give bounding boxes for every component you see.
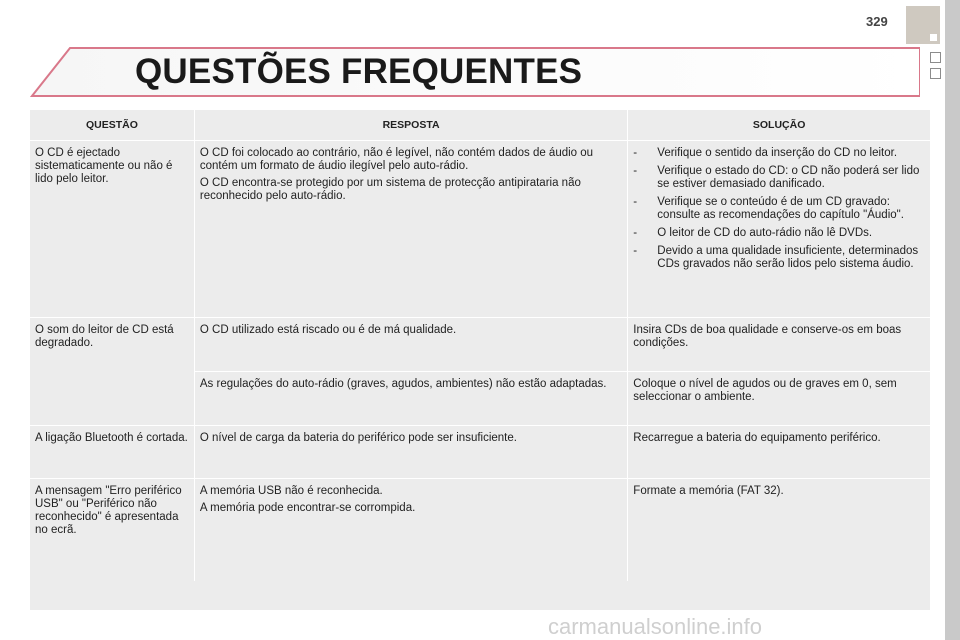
nav-box-icon[interactable]	[930, 52, 941, 63]
list-item	[633, 147, 925, 160]
dash-bullet: -	[633, 147, 638, 159]
faq-table	[30, 110, 930, 581]
faq-table-container	[30, 110, 930, 610]
answer-cell: O CD utilizado está riscado ou é de má qualidade.	[194, 318, 627, 372]
corner-square-icon	[930, 34, 937, 41]
list-item	[633, 227, 925, 240]
dash-bullet: -	[633, 196, 638, 208]
solution-cell: Coloque o nível de agudos ou de graves em 0, sem seleccionar o ambiente.	[628, 372, 930, 426]
answer-cell: As regulações do auto-rádio (graves, agudos, ambientes) não estão adaptadas.	[194, 372, 627, 426]
list-item	[633, 196, 925, 222]
solution-cell	[628, 141, 930, 318]
solution-text: Verifique o estado do CD: o CD não poderá ser lido se estiver demasiado danificado.	[657, 165, 920, 190]
answer-text: A memória pode encontrar-se corrompida.	[199, 502, 416, 514]
table-row	[30, 141, 930, 318]
solution-text: Verifique se o conteúdo é de um CD gravado: consulte as recomendações do capítulo "Áudio".	[657, 196, 904, 221]
question-cell	[30, 372, 194, 426]
table-row	[30, 426, 930, 479]
solution-cell: Insira CDs de boa qualidade e conserve-os em boas condições.	[628, 318, 930, 372]
solution-text: Verifique o sentido da inserção do CD no leitor.	[657, 147, 898, 159]
answer-text: A memória USB não é reconhecida.	[199, 485, 383, 497]
table-row	[30, 318, 930, 372]
watermark: carmanualsonline.info	[548, 614, 763, 639]
list-item	[633, 165, 925, 191]
header-answer: RESPOSTA	[194, 110, 627, 141]
page-title: QUESTÕES FREQUENTES	[135, 52, 583, 91]
answer-text: O CD foi colocado ao contrário, não é legível, não contém dados de áudio ou contém um formato de áudio ilegível pelo auto-rádio.	[199, 147, 594, 172]
solution-cell: Recarregue a bateria do equipamento periférico.	[628, 426, 930, 479]
dash-bullet: -	[633, 165, 638, 177]
table-row	[30, 372, 930, 426]
header-question: QUESTÃO	[30, 110, 194, 141]
header-solution: SOLUÇÃO	[628, 110, 930, 141]
question-cell: A ligação Bluetooth é cortada.	[30, 426, 194, 479]
question-cell: O CD é ejectado sistematicamente ou não é lido pelo leitor.	[30, 141, 194, 318]
right-edge-strip	[945, 0, 960, 640]
answer-text: O CD encontra-se protegido por um sistema de protecção antipirataria não reconhecido pelo auto-rádio.	[199, 177, 581, 202]
page-number: 329	[866, 14, 888, 29]
solution-text: O leitor de CD do auto-rádio não lê DVDs.	[657, 227, 873, 239]
answer-cell: O nível de carga da bateria do periférico pode ser insuficiente.	[194, 426, 627, 479]
solution-text: Devido a uma qualidade insuficiente, determinados CDs gravados não serão lidos pelo sistema áudio.	[657, 245, 919, 270]
answer-cell	[194, 479, 627, 582]
dash-bullet: -	[633, 245, 638, 257]
dash-bullet: -	[633, 227, 638, 239]
nav-box-icon[interactable]	[930, 68, 941, 79]
question-cell: A mensagem "Erro periférico USB" ou "Periférico não reconhecido" é apresentada no ecrã.	[30, 479, 194, 582]
list-item	[633, 245, 925, 271]
answer-cell	[194, 141, 627, 318]
page-corner-tab	[906, 6, 940, 44]
solution-list	[633, 147, 925, 271]
table-row	[30, 479, 930, 582]
question-cell: O som do leitor de CD está degradado.	[30, 318, 194, 372]
solution-cell: Formate a memória (FAT 32).	[628, 479, 930, 582]
